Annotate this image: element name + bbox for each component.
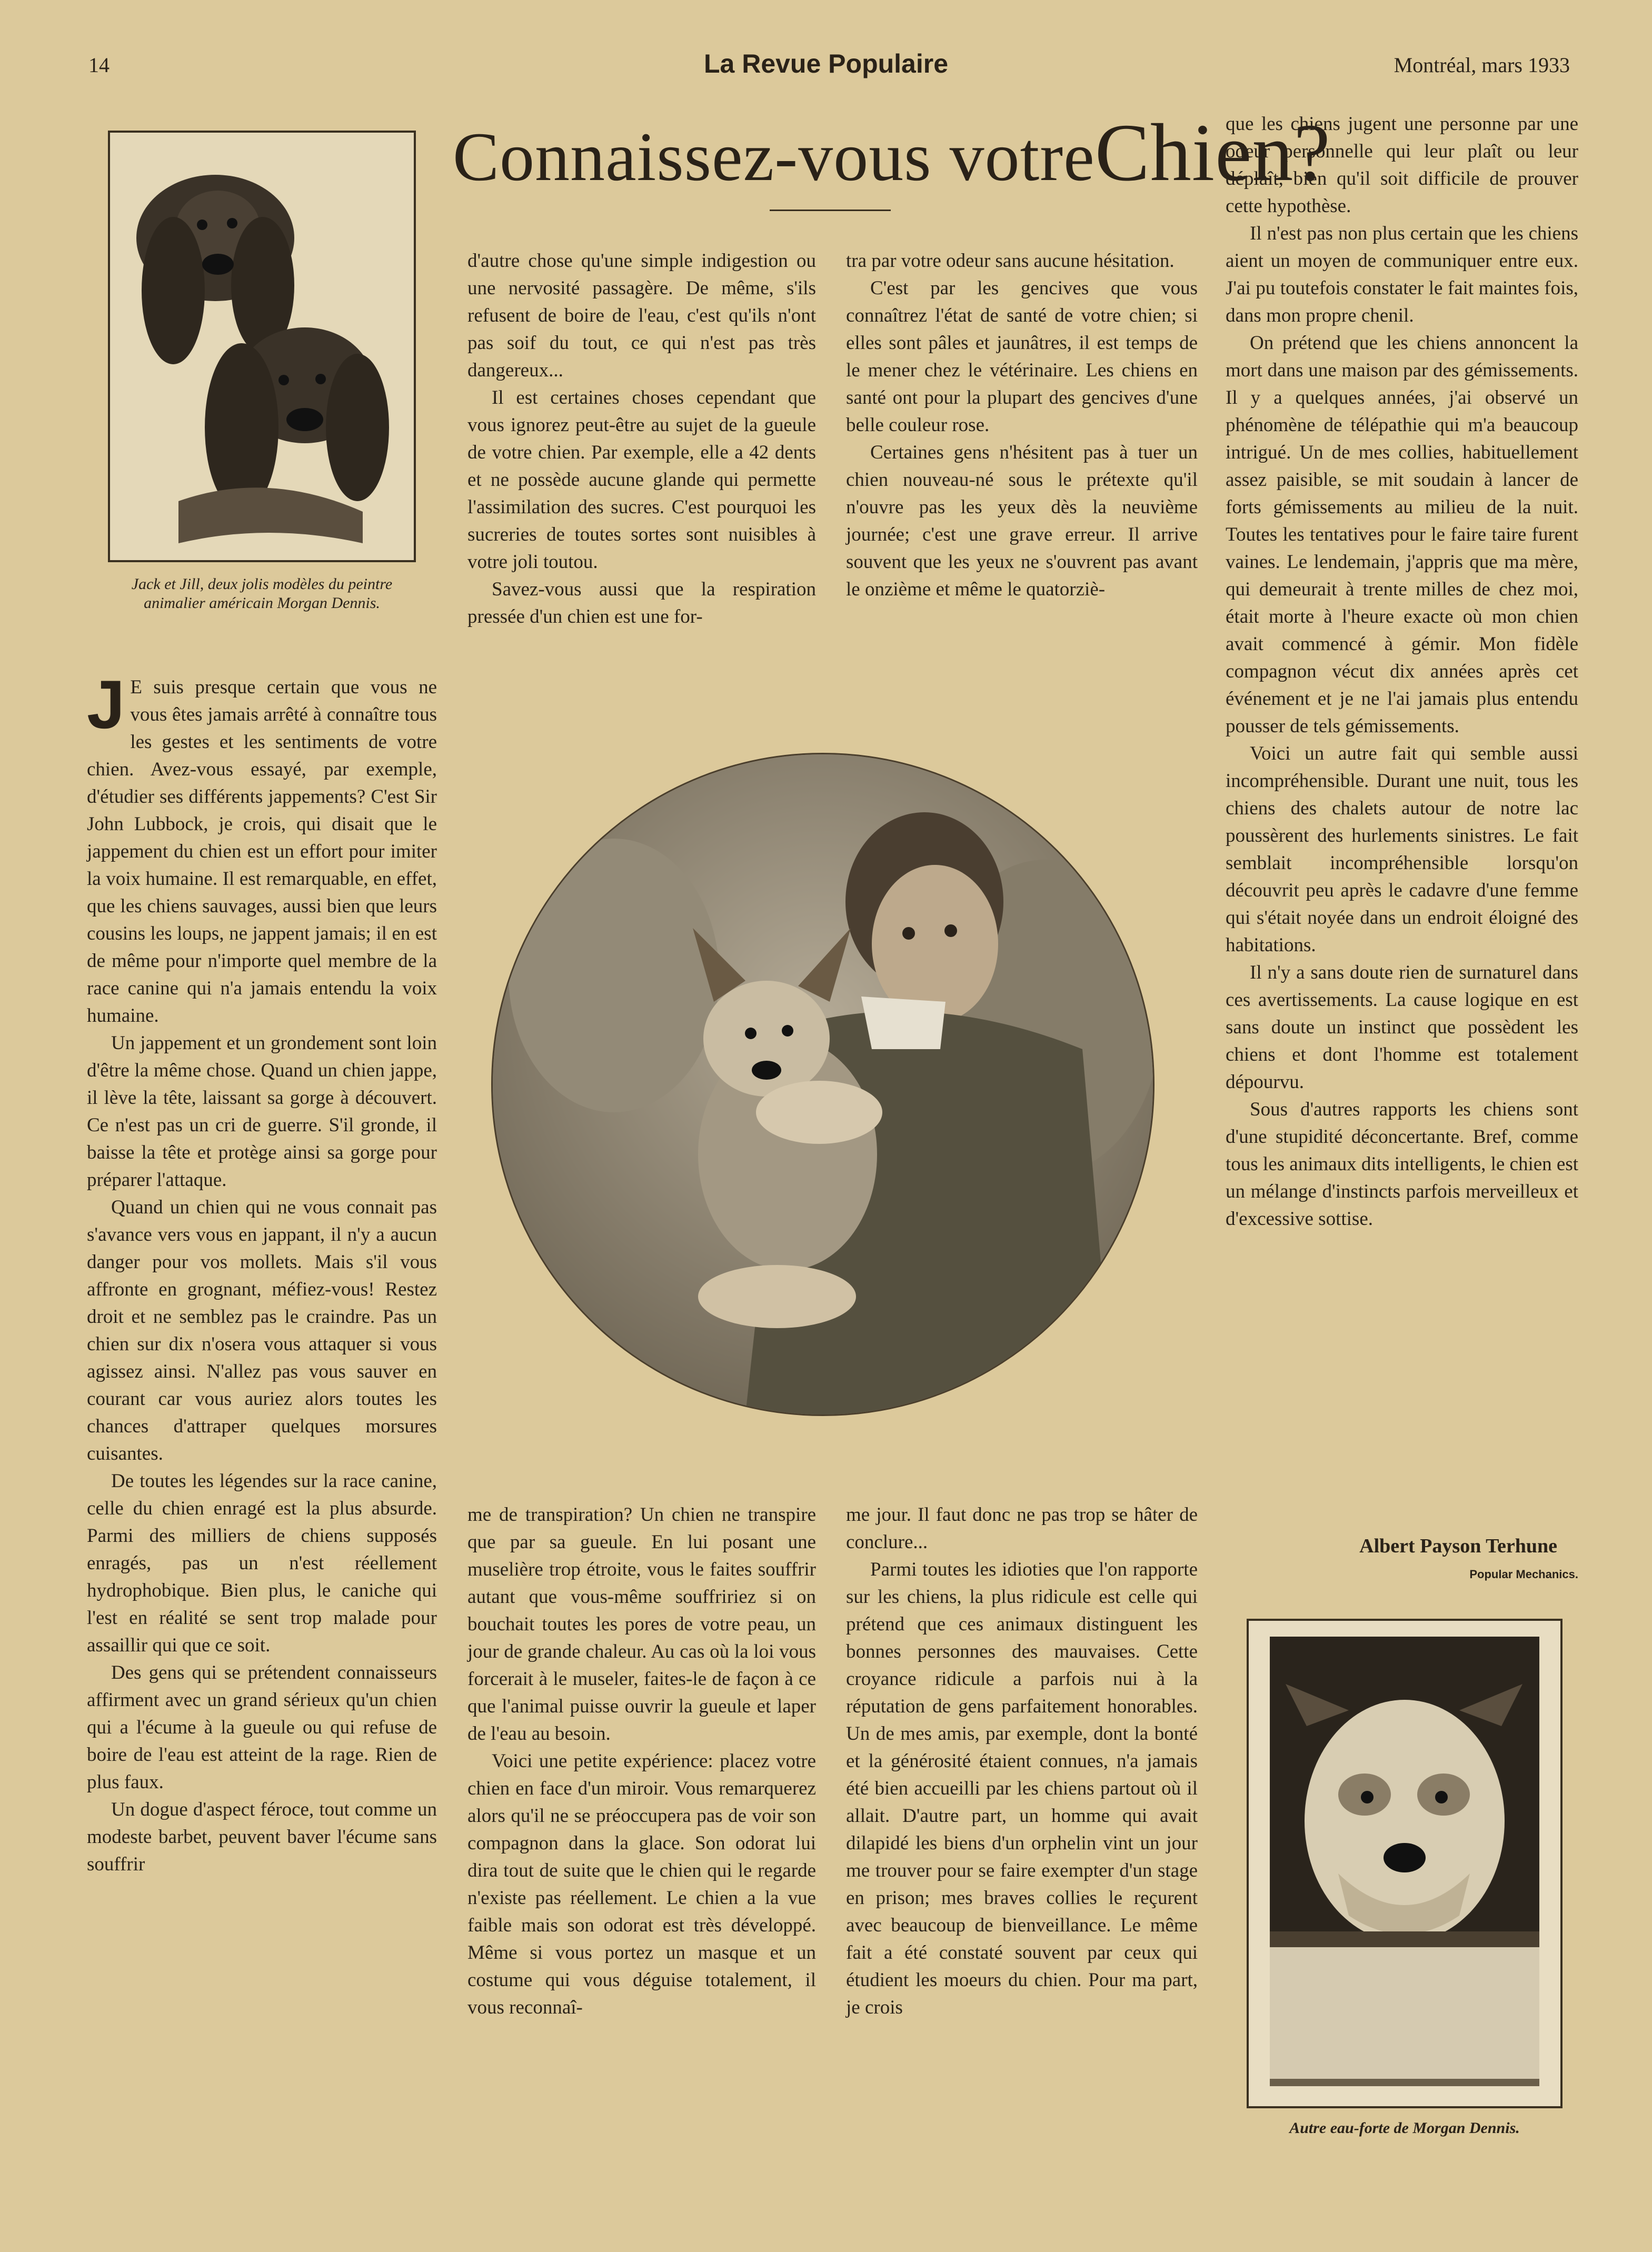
column-4 [1226, 111, 1578, 1233]
paragraph: Savez-vous aussi que la respiration pressée d'un chien est une for- [467, 579, 816, 627]
title-rule [770, 210, 891, 211]
paragraph: Il n'est pas non plus certain que les chiens aient un moyen de communiquer entre eux. J'ai pu toutefois constater le fait maintes fois, dans mon propre chenil. [1226, 223, 1578, 326]
author-signature: Albert Payson Terhune [1359, 1535, 1557, 1557]
paragraph: De toutes les légendes sur la race canine, celle du chien enragé est la plus absurde. Parmi des milliers de chiens supposés enragés, pas un n'est réellement hydrophobique. Bien plus, le caniche qui l'est en réalité se sent trop malade pour assaillir qui que ce soit. [87, 1470, 437, 1656]
boy-with-terrier-image [493, 754, 1153, 1414]
column-2-top [467, 247, 816, 631]
paragraph: Des gens qui se prétendent connaisseurs affirment avec un grand sérieux qu'un chien qui a l'écume à la gueule ou qui refuse de boire de l'eau est atteint de la rage. Rien de plus faux. [87, 1662, 437, 1793]
paragraph: C'est par les gencives que vous connaîtrez l'état de santé de votre chien; si elles sont pâles et jaunâtres, il est temps de le mener chez le vétérinaire. Les chiens en santé ont pour la plupart des gencives d'une belle couleur rose. [846, 277, 1198, 436]
paragraph: Quand un chien qui ne vous connait pas s'avance vers vous en jappant, il n'y a aucun danger pour vos mollets. Mais s'il vous affronte en grognant, méfiez-vous! Restez droit et ne semblez pas le craindre. Pas un chien sur dix n'osera vous attaquer si vous agissez ainsi. N'allez pas vous sauver en courant car vous auriez alors toutes les chances d'attraper quelques morsures cuisantes. [87, 1197, 437, 1464]
paragraph: Un jappement et un grondement sont loin d'être la même chose. Quand un chien jappe, il lève la tête, laissant sa gorge à découvert. Ce n'est pas un cri de guerre. S'il gronde, il baisse la tête et protège ainsi sa gorge pour préparer l'attaque. [87, 1032, 437, 1191]
publication-name: La Revue Populaire [703, 49, 949, 78]
terrier-illustration [1249, 1621, 1560, 2106]
column-1 [87, 666, 437, 1878]
paragraph: d'autre chose qu'une simple indigestion ou une nervosité passagère. De même, s'ils refusent de boire de l'eau, c'est qu'ils n'ont pas soif du tout, ce qui n'est pas très dangereux... [467, 250, 816, 381]
paragraph: Sous d'autres rapports les chiens sont d'une stupidité déconcertante. Bref, comme tous les animaux dits intelligents, le chien est un mélange d'instincts parfois merveilleux et d'excessive sottise. [1226, 1099, 1578, 1230]
article-title [453, 105, 1331, 200]
paragraph: Voici un autre fait qui semble aussi incompréhensible. Durant une nuit, tous les chiens des chalets autour de notre lac poussèrent des hurlements sinistres. Le fait semblait incompréhensible lorsqu'on découvrit peu après le cadavre d'une femme qui s'était noyée dans un endroit éloigné des habitations. [1226, 743, 1578, 956]
spaniels-etching [108, 131, 416, 562]
paragraph: me de transpiration? Un chien ne transpire que par sa gueule. En lui posant une muselière trop étroite, vous le faites souffrir autant que vous-même souffririez si on bouchait toutes les pores de votre peau, un jour de grande chaleur. Au cas où la loi vous forcerait à le museler, faites-le de façon à ce que l'animal puisse ouvrir la gueule et laper de l'eau au besoin. [467, 1504, 816, 1745]
paragraph-1-text: E suis presque certain que vous ne vous êtes jamais arrêté à connaître tous les gestes et les sentiments de votre chien. Avez-vous essayé, par exemple, d'étudier ses différents jappements? C'est Sir John Lubbock, je crois, qui disait que le jappement du chien est un effort pour imiter la voix humaine. Il est remarquable, en effet, que les chiens sauvages, aussi bien que leurs cousins les loups, ne jappent jamais; il en est de même pour n'importe quel membre de la race canine qui n'a jamais entendu la voix humaine. [87, 676, 437, 1027]
paragraph-1 [87, 666, 437, 1030]
terrier-caption: Autre eau-forte de Morgan Dennis. [1289, 2119, 1520, 2137]
paragraph: Il est certaines choses cependant que vous ignorez peut-être au sujet de la gueule de votre chien. Par exemple, elle a 42 dents et ne possède aucune glande qui permette l'assimilation des sucres. C'est pourquoi les sucreries de toutes sortes sont nuisibles à votre joli toutou. [467, 387, 816, 573]
paragraph: Parmi toutes les idioties que l'on rapporte sur les chiens, la plus ridicule est celle qui prétend que ces animaux distinguent les bonnes personnes des mauvaises. Cette croyance ridicule a parfois nui à la réputation de gens parfaitement honorables. Un de mes amis, par exemple, dont la bonté et la générosité étaient connues, n'a jamais été bien accueilli par les chiens partout où il allait. D'autre part, un homme qui avait dilapidé les biens d'un orphelin vint un jour me trouver pour se faire exempter d'un stage en prison; mes braves collies le reçurent avec beaucoup de bienveillance. Le même fait a été constaté souvent par ceux qui étudient les moeurs du chien. Pour ma part, je crois [846, 1559, 1198, 2018]
title-word: Chien? [1094, 107, 1331, 198]
paragraph: On prétend que les chiens annoncent la mort dans une maison par des gémissements. Il y a quelques années, j'ai observé un phénomène de télépathie qui m'a beaucoup intrigué. Un de mes collies, habituellement assez paisible, se mit soudain à lancer de forts gémissements au milieu de la nuit. Toutes les tentatives pour le faire taire furent vaines. Le lendemain, j'appris que ma mère, qui demeurait à trente milles de chez moi, était morte à l'heure exacte où mon chien avait commencé à gémir. Mon fidèle compagnon vécut dix années après cet événement et je ne l'ai jamais plus entendu pousser de tels gémissements. [1226, 332, 1578, 737]
issue-date: Montréal, mars 1933 [1394, 53, 1570, 77]
boy-with-terrier-photo [491, 753, 1155, 1416]
spaniels-illustration [110, 133, 414, 560]
page-number: 14 [88, 53, 110, 77]
column-3-top [846, 247, 1198, 603]
title-main: Connaissez-vous votre [453, 118, 1095, 195]
paragraph: Certaines gens n'hésitent pas à tuer un chien nouveau-né sous le prétexte qu'il n'ouvre pas les yeux dès la neuvième journée; c'est une grave erreur. Il arrive souvent que les yeux ne s'ouvrent pas avant le onzième et même le quatorziè- [846, 442, 1198, 600]
spaniels-caption: Jack et Jill, deux jolis modèles du peintre animalier américain Morgan Dennis. [131, 575, 393, 612]
paragraph: Il n'y a sans doute rien de surnaturel dans ces avertissements. La cause logique en est sans doute un instinct que possèdent les chiens et dont l'homme est totalement dépourvu. [1226, 962, 1578, 1093]
paragraph: Un dogue d'aspect féroce, tout comme un modeste barbet, peuvent baver l'écume sans souffrir [87, 1799, 437, 1875]
paragraph: tra par votre odeur sans aucune hésitation. [846, 250, 1175, 272]
paragraph: me jour. Il faut donc ne pas trop se hâter de conclure... [846, 1504, 1198, 1553]
paragraph: que les chiens jugent une personne par une odeur personnelle qui leur plaît ou leur déplaît, bien qu'il soit difficile de prouver cette hypothèse. [1226, 113, 1578, 217]
column-2-bottom [467, 1501, 816, 2021]
column-3-bottom [846, 1501, 1198, 2021]
source-credit: Popular Mechanics. [1469, 1568, 1578, 1581]
drop-cap: J [87, 666, 125, 743]
paragraph: Voici une petite expérience: placez votre chien en face d'un miroir. Vous remarquerez alors qu'il ne se préoccupera pas de voir son compagnon dans la glace. Son odorat lui dira tout de suite que le chien qui le regarde n'existe pas réellement. Le chien a la vue faible mais son odorat est très développé. Même si vous portez un masque et un costume qui vous déguise totalement, il vous reconnaî- [467, 1750, 816, 2018]
terrier-etching [1247, 1619, 1563, 2108]
